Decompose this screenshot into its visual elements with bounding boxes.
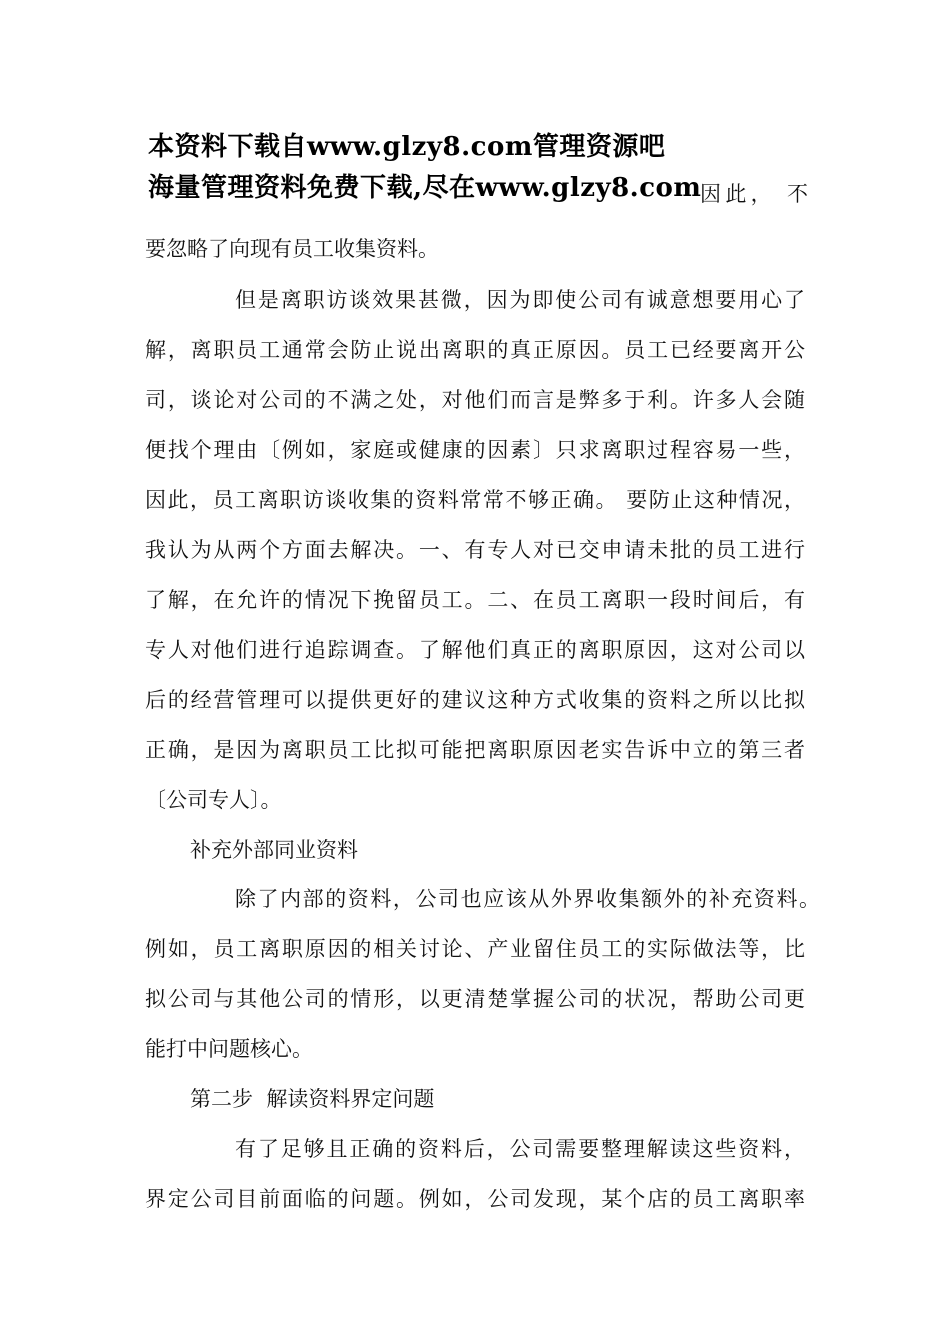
text-line: 了解，在允许的情况下挽留员工。二、在员工离职一段时间后，有	[145, 588, 805, 612]
text-line: 后的经营管理可以提供更好的建议这种方式收集的资料之所以比拟	[145, 688, 805, 712]
text-line: 便找个理由〔例如，家庭或健康的因素〕只求离职过程容易一些，	[145, 438, 805, 462]
watermark-line-2: 海量管理资料免费下载,尽在www.glzy8.com	[148, 173, 702, 203]
text-line: 我认为从两个方面去解决。一、有专人对已交申请未批的员工进行	[145, 538, 805, 562]
text-line: 正确，是因为离职员工比拟可能把离职原因老实告诉中立的第三者	[145, 738, 805, 762]
text-line: 例如，员工离职原因的相关讨论、产业留住员工的实际做法等，比	[145, 937, 805, 961]
text-line: 〔公司专人〕。	[145, 788, 282, 812]
section-heading: 补充外部同业资料	[190, 838, 358, 862]
paragraph-continuation: 因此， 不	[700, 182, 808, 206]
text-line: 因此，员工离职访谈收集的资料常常不够正确。 要防止这种情况，	[145, 488, 805, 512]
text-line: 拟公司与其他公司的情形，以更清楚掌握公司的状况，帮助公司更	[145, 987, 805, 1011]
text-line: 专人对他们进行追踪调查。了解他们真正的离职原因，这对公司以	[145, 638, 805, 662]
text-line: 司，谈论对公司的不满之处，对他们而言是弊多于利。许多人会随	[145, 388, 805, 412]
watermark-line-1: 本资料下载自www.glzy8.com管理资源吧	[148, 132, 666, 162]
text-line: 界定公司目前面临的问题。例如，公司发现，某个店的员工离职率	[145, 1187, 805, 1211]
paragraph-start: 除了内部的资料，公司也应该从外界收集额外的补充资料。	[235, 887, 820, 911]
text-line: 解，离职员工通常会防止说出离职的真正原因。员工已经要离开公	[145, 338, 805, 362]
section-heading: 第二步 解读资料界定问题	[190, 1087, 435, 1111]
paragraph-start: 但是离职访谈效果甚微，因为即使公司有诚意想要用心了	[235, 288, 805, 312]
paragraph-start: 有了足够且正确的资料后，公司需要整理解读这些资料，	[235, 1137, 805, 1161]
text-line: 能打中问题核心。	[145, 1037, 313, 1061]
text-line: 要忽略了向现有员工收集资料。	[145, 237, 439, 261]
